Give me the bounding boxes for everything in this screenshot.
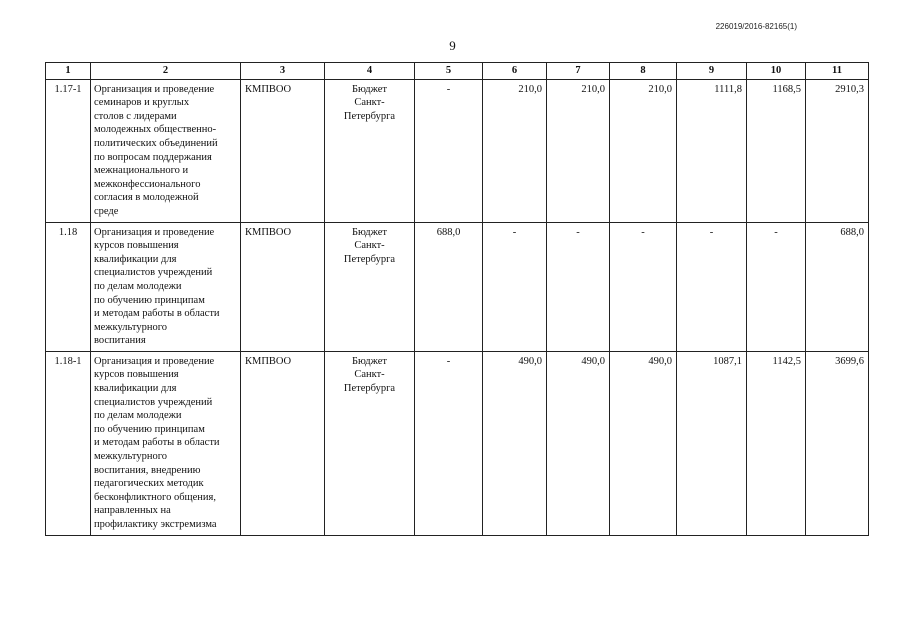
value-col-5: - (415, 351, 483, 535)
value-col-6: 210,0 (483, 79, 547, 222)
item-description: Организация и проведение курсов повышения квалификации для специалистов учреждений по делам молодежи по обучению принципам и методам работы в области межкультурного воспитания, внедрению педагогических методик бесконфликтного общения, направленных на профилактику экстремизма (91, 351, 241, 535)
value-col-7: 210,0 (547, 79, 610, 222)
item-funding-source: Бюджет Санкт- Петербурга (325, 79, 415, 222)
item-code: 1.18-1 (46, 351, 91, 535)
value-col-9: 1111,8 (677, 79, 747, 222)
value-col-11: 3699,6 (806, 351, 869, 535)
table-row (46, 222, 869, 351)
item-code: 1.18 (46, 222, 91, 351)
item-description: Организация и проведение курсов повышения квалификации для специалистов учреждений по делам молодежи по обучению принципам и методам работы в области межкультурного воспитания (91, 222, 241, 351)
column-header: 7 (547, 63, 610, 80)
value-col-7: - (547, 222, 610, 351)
value-col-6: 490,0 (483, 351, 547, 535)
item-funding-source: Бюджет Санкт- Петербурга (325, 222, 415, 351)
item-code: 1.17-1 (46, 79, 91, 222)
column-header: 6 (483, 63, 547, 80)
value-col-10: 1168,5 (747, 79, 806, 222)
table-row (46, 351, 869, 535)
column-number-row (46, 63, 869, 80)
column-header: 8 (610, 63, 677, 80)
item-executor: КМПВОО (241, 79, 325, 222)
column-header: 4 (325, 63, 415, 80)
value-col-9: - (677, 222, 747, 351)
column-header: 11 (806, 63, 869, 80)
document-registration-number: 226019/2016-82165(1) (715, 22, 797, 31)
page-number: 9 (449, 38, 456, 53)
item-executor: КМПВОО (241, 222, 325, 351)
value-col-11: 688,0 (806, 222, 869, 351)
column-header: 2 (91, 63, 241, 80)
program-table (45, 62, 869, 536)
table-row (46, 79, 869, 222)
value-col-5: - (415, 79, 483, 222)
value-col-10: - (747, 222, 806, 351)
value-col-9: 1087,1 (677, 351, 747, 535)
item-description: Организация и проведение семинаров и круглых столов с лидерами молодежных общественно- политических объединений по вопросам поддержания межнационального и межконфессионального согласия в молодежной среде (91, 79, 241, 222)
item-executor: КМПВОО (241, 351, 325, 535)
value-col-8: 210,0 (610, 79, 677, 222)
column-header: 3 (241, 63, 325, 80)
value-col-10: 1142,5 (747, 351, 806, 535)
value-col-6: - (483, 222, 547, 351)
value-col-11: 2910,3 (806, 79, 869, 222)
column-header: 5 (415, 63, 483, 80)
value-col-8: 490,0 (610, 351, 677, 535)
value-col-7: 490,0 (547, 351, 610, 535)
item-funding-source: Бюджет Санкт- Петербурга (325, 351, 415, 535)
value-col-8: - (610, 222, 677, 351)
column-header: 1 (46, 63, 91, 80)
column-header: 9 (677, 63, 747, 80)
value-col-5: 688,0 (415, 222, 483, 351)
column-header: 10 (747, 63, 806, 80)
